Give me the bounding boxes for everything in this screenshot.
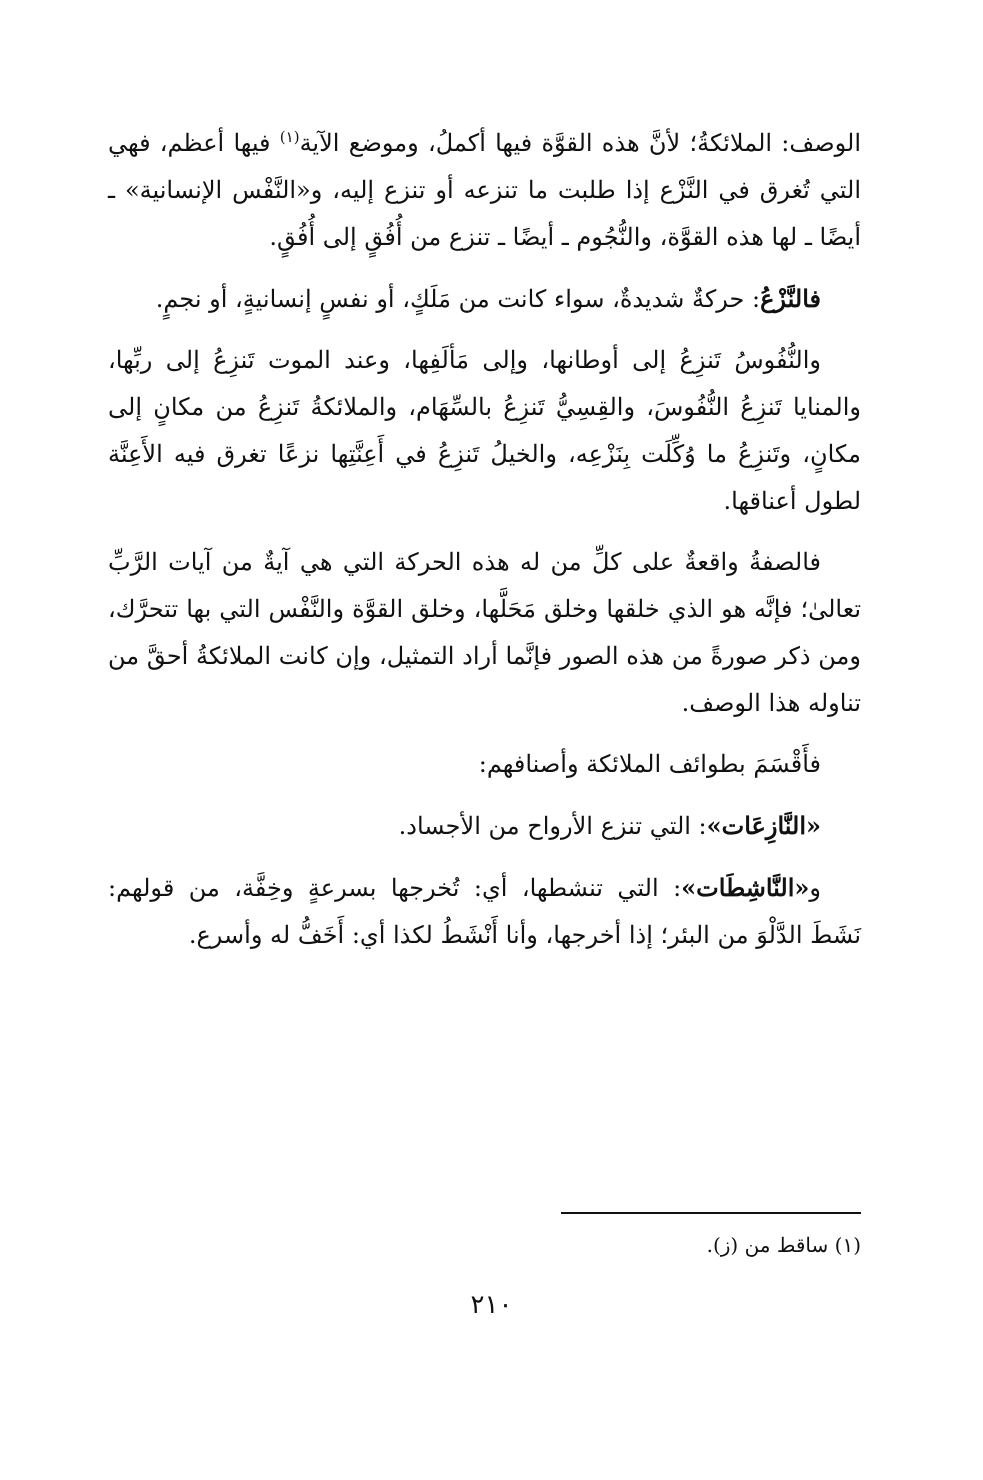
paragraph-3 [108,337,861,525]
paragraph-4 [108,539,861,727]
main-text [108,120,861,973]
footnote-text: ساقط من (ز). [706,1233,829,1257]
paragraph-2 [108,275,861,323]
paragraph-7-text: : التي تنشطها، أي: تُخرجها بسرعةٍ وخِفَّة، من قولهم: نَشَطَ الدَّلْوَ من البئر؛ إذا أخرجها، وأنا أَنْشَطُ لكذا أي: أَخَفُّ له وأسرع. [108,874,861,949]
paragraph-5-text: فأَقْسَمَ بطوائف الملائكة وأصنافهم: [478,750,821,778]
footnote-number: (١) [834,1233,861,1257]
paragraph-6-text: : التي تنزع الأرواح من الأجساد. [398,812,707,840]
term-nazaa: فالنَّزْعُ [760,284,821,313]
paragraph-7 [108,864,861,959]
paragraph-7-prefix: و [809,874,821,902]
page-number: ٢١٠ [470,1290,513,1320]
term-nashitat: «النَّاشِطَات» [681,873,810,902]
paragraph-2-text: : حركةٌ شديدةٌ، سواء كانت من مَلَكٍ، أو نفسٍ إنسانيةٍ، أو نجمٍ. [155,285,761,313]
paragraph-1-text-end: فيها أعظم، فهي التي تُغرق في النَّزْع إذا طلبت ما تنزعه أو تنزع إليه، و«النَّفْس الإنسانية» ـ أيضًا ـ لها هذه القوَّة، والنُّجُوم ـ أيضًا ـ تنزع من أُفُقٍ إلى أُفُقٍ. [108,129,861,251]
footnote-divider [561,1212,861,1214]
term-naziat: «النَّازِعَات» [706,811,821,840]
footnote-reference[interactable]: (١) [279,128,300,146]
paragraph-1 [108,120,861,261]
paragraph-1-text-start: الوصف: الملائكةُ؛ لأنَّ هذه القوَّة فيها أكملُ، وموضع الآية [299,129,861,157]
paragraph-6 [108,802,861,850]
footnote [108,1230,861,1260]
paragraph-3-text: والنُّفُوسُ تَنزِعُ إلى أوطانها، وإلى مَألَفِها، وعند الموت تَنزِعُ إلى ربِّها، والمنايا تَنزِعُ النُّفُوسَ، والقِسِيُّ تَنزِعُ بالسِّهَام، والملائكةُ تَنزِعُ من مكانٍ إلى مكانٍ، وتَنزِعُ ما وُكِّلَت بِنَزْعِه، والخيلُ تَنزِعُ في أَعِنَّتِها نزعًا تغرق فيه الأَعِنَّة لطول أعناقها. [108,346,861,515]
paragraph-4-text: فالصفةُ واقعةٌ على كلِّ من له هذه الحركة التي هي آيةٌ من آيات الرَّبِّ تعالىٰ؛ فإنَّه هو الذي خلقها وخلق مَحَلَّها، وخلق القوَّة والنَّفْس التي بها تتحرَّك، ومن ذكر صورةً من هذه الصور فإنَّما أراد التمثيل، وإن كانت الملائكةُ أحقَّ من تناوله هذا الوصف. [108,548,861,717]
paragraph-5 [108,741,861,788]
